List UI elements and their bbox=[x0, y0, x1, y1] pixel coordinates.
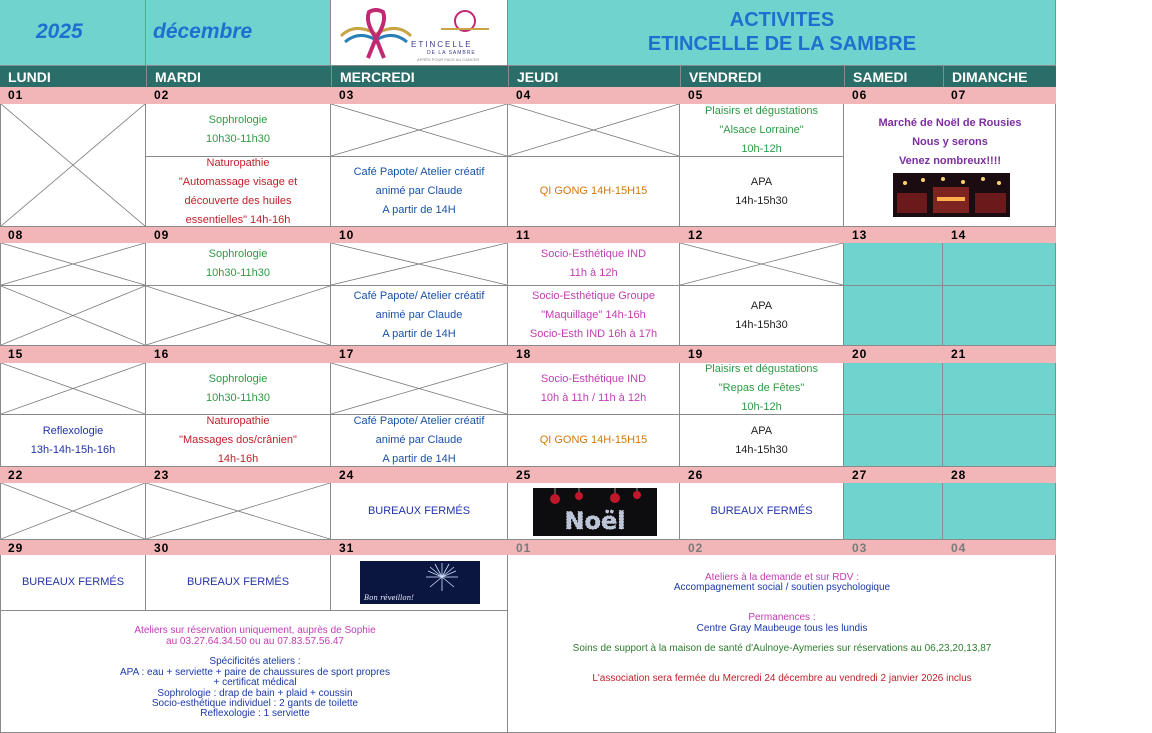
date-w4-d7: 28 bbox=[943, 467, 1056, 483]
date-w4-d2: 23 bbox=[146, 467, 331, 483]
activity-qigong-w3 bbox=[508, 415, 680, 467]
date-w2-d1: 08 bbox=[0, 227, 146, 243]
date-w3-d4: 18 bbox=[508, 346, 680, 363]
info-accompagnement: Accompagnement social / soutien psychologique bbox=[673, 582, 891, 593]
weekend-cell bbox=[943, 243, 1056, 286]
partner-logo-icon bbox=[435, 6, 495, 36]
date-w1-d5: 05 bbox=[680, 87, 844, 104]
empty-cell bbox=[331, 243, 508, 286]
weekend-cell bbox=[943, 363, 1056, 415]
activity-time: 10h30-11h30 bbox=[205, 133, 271, 145]
empty-cell bbox=[331, 363, 508, 415]
activity-time: 13h-14h-15h-16h bbox=[30, 443, 116, 456]
weekend-cell bbox=[943, 286, 1056, 346]
date-w2-d2: 09 bbox=[146, 227, 331, 243]
empty-cell bbox=[0, 363, 146, 415]
activity-title: Plaisirs et dégustations bbox=[704, 363, 819, 375]
date-w5-d4: 01 bbox=[508, 540, 680, 555]
logo-name: ETINCELLE bbox=[411, 40, 473, 49]
info-left-panel bbox=[0, 611, 508, 733]
closed-label: BUREAUX FERMÉS bbox=[710, 504, 813, 517]
activity-title: APA bbox=[750, 299, 773, 312]
date-w4-d3: 24 bbox=[331, 467, 508, 483]
activity-time: 10h-12h bbox=[741, 142, 782, 155]
activity-time: 11h à 12h bbox=[569, 267, 618, 279]
noel-text: Noël bbox=[564, 507, 626, 535]
activity-title: APA bbox=[750, 424, 773, 437]
info-apa: APA : eau + serviette + paire de chaussures de sport propres bbox=[120, 667, 390, 678]
activity-title: Socio-Esthétique IND bbox=[540, 248, 647, 260]
date-w5-d7: 04 bbox=[943, 540, 1056, 555]
activity-time: 10h30-11h30 bbox=[205, 267, 271, 279]
closed-label: BUREAUX FERMÉS bbox=[21, 576, 125, 588]
activity-socio-ind-w3 bbox=[508, 363, 680, 415]
activity-title: Café Papote/ Atelier créatif bbox=[353, 415, 485, 427]
date-w2-d7: 14 bbox=[943, 227, 1056, 243]
empty-cell bbox=[146, 286, 331, 346]
activity-time: 14h-15h30 bbox=[735, 318, 788, 331]
activity-time: A partir de 14H bbox=[382, 328, 456, 340]
weekend-cell bbox=[943, 415, 1056, 467]
reveillon-text: Bon réveillon! bbox=[364, 594, 414, 602]
date-w3-d1: 15 bbox=[0, 346, 146, 363]
activity-title: Plaisirs et dégustations bbox=[704, 104, 819, 117]
info-socio: Socio-esthétique individuel : 2 gants de toilette bbox=[151, 698, 359, 709]
date-w2-d3: 10 bbox=[331, 227, 508, 243]
activity-cafe-papote-w3 bbox=[331, 415, 508, 467]
activity-naturopathie-w3 bbox=[146, 415, 331, 467]
logo-sub: DE LA SAMBRE bbox=[427, 50, 476, 56]
activity-apa-w2 bbox=[680, 286, 844, 346]
info-specificites: Spécificités ateliers : bbox=[209, 656, 301, 667]
bureaux-fermes-30 bbox=[146, 555, 331, 611]
weekend-cell bbox=[844, 415, 943, 467]
page-title-line2: ETINCELLE DE LA SAMBRE bbox=[647, 33, 917, 55]
activity-socio-ind-w2 bbox=[508, 243, 680, 286]
date-w1-d6: 06 bbox=[844, 87, 943, 104]
activity-line: "Repas de Fêtes" bbox=[718, 382, 805, 394]
info-phone: au 03.27.64.34.50 ou au 07.83.57.56.47 bbox=[166, 636, 344, 647]
date-w3-d3: 17 bbox=[331, 346, 508, 363]
activity-reflexologie-w3 bbox=[0, 415, 146, 467]
date-w2-d6: 13 bbox=[844, 227, 943, 243]
activity-time: 10h-12h bbox=[741, 401, 782, 413]
empty-cell bbox=[0, 104, 146, 227]
info-right-panel bbox=[508, 555, 1056, 733]
closed-label: BUREAUX FERMÉS bbox=[186, 576, 290, 588]
day-header-monday: LUNDI bbox=[0, 66, 146, 87]
info-centre-gray: Centre Gray Maubeuge tous les lundis bbox=[696, 623, 868, 634]
activity-title: Reflexologie bbox=[42, 424, 104, 437]
month-label: décembre bbox=[153, 20, 253, 43]
weekend-cell bbox=[844, 243, 943, 286]
date-w1-d2: 02 bbox=[146, 87, 331, 104]
weekend-cell bbox=[844, 286, 943, 346]
info-fermeture: L'association sera fermée du Mercredi 24 décembre au vendredi 2 janvier 2026 inclus bbox=[592, 673, 972, 684]
activity-qigong-w1 bbox=[508, 157, 680, 227]
activity-title: Café Papote/ Atelier créatif bbox=[353, 290, 485, 302]
weekend-cell bbox=[844, 363, 943, 415]
date-w1-d1: 01 bbox=[0, 87, 146, 104]
date-w5-d1: 29 bbox=[0, 540, 146, 555]
activity-line: animé par Claude bbox=[375, 309, 463, 321]
activity-line: "Massages dos/crânien" bbox=[179, 434, 297, 446]
cross-icon bbox=[1, 243, 145, 285]
cross-icon bbox=[1, 363, 145, 414]
activity-socio-groupe-w2 bbox=[508, 286, 680, 346]
cross-icon bbox=[146, 286, 330, 345]
ribbon-logo-icon bbox=[335, 8, 417, 60]
activity-title: Socio-Esthétique Groupe bbox=[532, 290, 655, 302]
weekend-event-w1 bbox=[844, 104, 1056, 227]
empty-cell bbox=[0, 243, 146, 286]
date-w3-d2: 16 bbox=[146, 346, 331, 363]
noel-cell bbox=[508, 483, 680, 540]
year-label: 2025 bbox=[36, 20, 83, 43]
date-w5-d2: 30 bbox=[146, 540, 331, 555]
date-w4-d4: 25 bbox=[508, 467, 680, 483]
date-w5-d6: 03 bbox=[844, 540, 943, 555]
christmas-market-image bbox=[893, 173, 1010, 217]
activity-apa-w1 bbox=[680, 157, 844, 227]
bureaux-fermes-24 bbox=[331, 483, 508, 540]
day-header-tuesday: MARDI bbox=[146, 66, 331, 87]
empty-cell bbox=[146, 483, 331, 540]
activity-time: 14h-16h bbox=[217, 453, 259, 465]
activity-time: A partir de 14H bbox=[382, 453, 456, 465]
activity-sophrologie-w1 bbox=[146, 104, 331, 157]
weekend-cell bbox=[844, 483, 943, 540]
empty-cell bbox=[508, 104, 680, 157]
empty-cell bbox=[0, 483, 146, 540]
reveillon-cell bbox=[331, 555, 508, 611]
activity-time: 10h30-11h30 bbox=[205, 391, 271, 404]
activity-time: 14h-15h30 bbox=[735, 443, 788, 456]
activity-line: découverte des huiles bbox=[184, 194, 292, 207]
info-reservation: Ateliers sur réservation uniquement, auprès de Sophie bbox=[134, 625, 376, 636]
activity-cafe-papote-w2 bbox=[331, 286, 508, 346]
activity-line: "Alsace Lorraine" bbox=[719, 123, 804, 136]
activity-line: animé par Claude bbox=[375, 185, 463, 197]
day-header-thursday: JEUDI bbox=[508, 66, 680, 87]
activity-title: APA bbox=[750, 175, 773, 188]
noel-image bbox=[533, 488, 657, 536]
activity-time: 14h-15h30 bbox=[735, 194, 788, 207]
cross-icon bbox=[146, 483, 330, 539]
activity-sophrologie-w3 bbox=[146, 363, 331, 415]
empty-cell bbox=[0, 286, 146, 346]
activity-title: Naturopathie bbox=[206, 415, 270, 427]
day-header-friday: VENDREDI bbox=[680, 66, 844, 87]
date-w5-d5: 02 bbox=[680, 540, 844, 555]
info-sophrologie: Sophrologie : drap de bain + plaid + coussin bbox=[157, 688, 353, 699]
date-w3-d5: 19 bbox=[680, 346, 844, 363]
activity-cafe-papote-w1 bbox=[331, 157, 508, 227]
weekend-cell bbox=[943, 483, 1056, 540]
event-line: Venez nombreux!!!! bbox=[898, 155, 1002, 167]
activity-sophrologie-w2 bbox=[146, 243, 331, 286]
activity-title: Naturopathie bbox=[206, 156, 270, 169]
activity-title: Socio-Esthétique IND bbox=[540, 372, 647, 385]
date-w1-d3: 03 bbox=[331, 87, 508, 104]
date-w4-d6: 27 bbox=[844, 467, 943, 483]
info-ateliers-demande: Ateliers à la demande et sur RDV : bbox=[705, 572, 859, 583]
page-title-line1: ACTIVITES bbox=[729, 9, 835, 31]
date-w2-d5: 12 bbox=[680, 227, 844, 243]
cross-icon bbox=[331, 363, 507, 414]
cross-icon bbox=[680, 243, 843, 285]
cross-icon bbox=[508, 104, 679, 156]
date-w4-d1: 22 bbox=[0, 467, 146, 483]
date-w3-d7: 21 bbox=[943, 346, 1056, 363]
activity-title: Sophrologie bbox=[208, 372, 268, 385]
cross-icon bbox=[1, 286, 145, 345]
day-header-wednesday: MERCREDI bbox=[331, 66, 508, 87]
bureaux-fermes-29 bbox=[0, 555, 146, 611]
date-w1-d4: 04 bbox=[508, 87, 680, 104]
activity-plaisirs-w3 bbox=[680, 363, 844, 415]
info-permanences: Permanences : bbox=[748, 612, 816, 623]
event-title: Marché de Noël de Rousies bbox=[878, 117, 1022, 129]
cross-icon bbox=[331, 104, 507, 156]
cross-icon bbox=[1, 483, 145, 539]
activity-time: A partir de 14H bbox=[382, 204, 456, 216]
logo-cell bbox=[331, 0, 508, 66]
day-header-sunday: DIMANCHE bbox=[943, 66, 1056, 87]
empty-cell bbox=[680, 243, 844, 286]
date-w2-d4: 11 bbox=[508, 227, 680, 243]
logo-tagline: APRÈS POUR FACE AU CANCER bbox=[417, 57, 480, 62]
activity-time: 10h à 11h / 11h à 12h bbox=[540, 391, 647, 404]
info-certificat: + certificat médical bbox=[213, 677, 297, 688]
activity-naturopathie-w1 bbox=[146, 157, 331, 227]
bureaux-fermes-26 bbox=[680, 483, 844, 540]
activity-line: essentielles" 14h-16h bbox=[185, 213, 291, 226]
activity-title: QI GONG 14H-15H15 bbox=[539, 185, 648, 197]
event-line: Nous y serons bbox=[912, 136, 988, 148]
activity-plaisirs-w1 bbox=[680, 104, 844, 157]
activity-title: Café Papote/ Atelier créatif bbox=[353, 166, 485, 178]
activity-title: Sophrologie bbox=[208, 248, 268, 260]
fireworks-image bbox=[360, 561, 480, 604]
activity-apa-w3 bbox=[680, 415, 844, 467]
date-w3-d6: 20 bbox=[844, 346, 943, 363]
cross-icon bbox=[331, 243, 507, 285]
activity-line: Socio-Esth IND 16h à 17h bbox=[529, 328, 658, 340]
date-w5-d3: 31 bbox=[331, 540, 508, 555]
date-w4-d5: 26 bbox=[680, 467, 844, 483]
activity-title: Sophrologie bbox=[208, 114, 268, 126]
cross-icon bbox=[1, 104, 145, 226]
info-reflexologie: Reflexologie : 1 serviette bbox=[200, 708, 310, 719]
info-soins-support: Soins de support à la maison de santé d'Aulnoye-Aymeries sur réservations au 06,23,20,13,87 bbox=[572, 643, 992, 654]
activity-line: "Maquillage" 14h-16h bbox=[541, 309, 646, 321]
empty-cell bbox=[331, 104, 508, 157]
day-header-saturday: SAMEDI bbox=[844, 66, 943, 87]
activity-line: animé par Claude bbox=[375, 434, 463, 446]
closed-label: BUREAUX FERMÉS bbox=[367, 504, 471, 517]
activity-line: "Automassage visage et bbox=[178, 175, 298, 188]
activity-title: QI GONG 14H-15H15 bbox=[539, 434, 648, 446]
date-w1-d7: 07 bbox=[943, 87, 1056, 104]
